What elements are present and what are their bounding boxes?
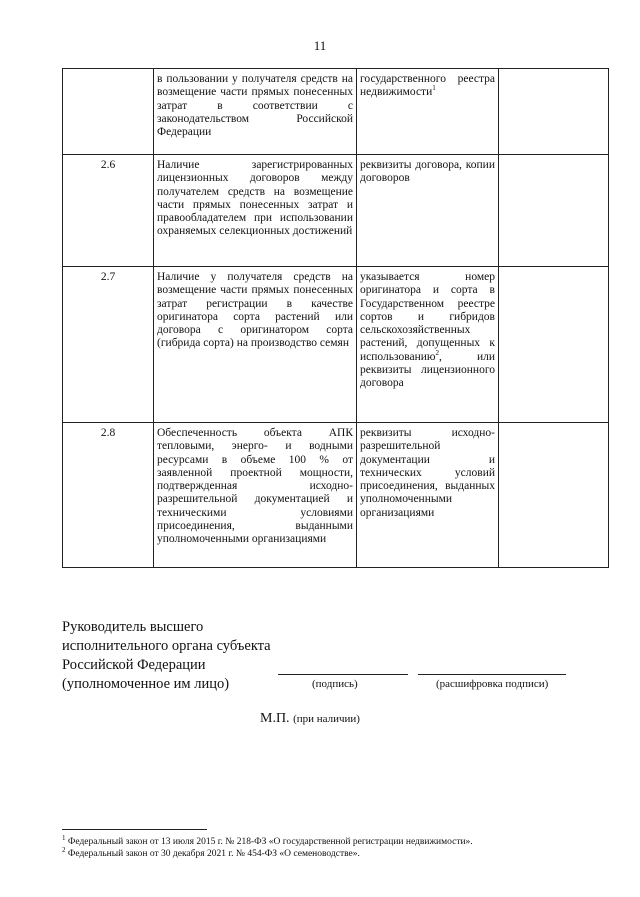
name-caption: (расшифровка подписи) (436, 678, 549, 690)
table-row (63, 423, 609, 568)
footnote-divider (62, 829, 207, 830)
footnotes (62, 833, 473, 860)
row-number: 2.7 (63, 267, 154, 423)
document-cell: реквизиты исходно-разрешительной документации и технических условий присоединения, выданных уполномоченными организациями (357, 423, 499, 568)
extra-cell (499, 155, 609, 267)
requirement-cell: в пользовании у получателя средств на возмещение части прямых понесенных затрат в соответствии с законодательством Российской Федерации (154, 69, 357, 155)
row-number: 2.8 (63, 423, 154, 568)
table-row (63, 267, 609, 423)
signature-caption: (подпись) (312, 678, 358, 690)
extra-cell (499, 423, 609, 568)
stamp-mark: М.П. (при наличии) (260, 711, 360, 726)
extra-cell (499, 69, 609, 155)
signatory-title: Руководитель высшего исполнительного органа субъекта Российской Федерации (уполномоченное им лицо) (62, 619, 271, 692)
footnote-mark: 1 (432, 84, 436, 93)
footnote: $^1$ Федеральный закон от 13 июля 2015 г. № 218-ФЗ «О государственной регистрации недвижимости». (62, 833, 473, 847)
extra-cell (499, 267, 609, 423)
table-row (63, 155, 609, 267)
name-line (418, 674, 566, 675)
footnote-mark: 2 (435, 348, 440, 357)
document-cell: указывается номер оригинатора и сорта в Государственном реестре сортов и гибридов сельскохозяйственных растений, допущенных к использованию$^2$, или реквизиты лицензионного договора (357, 267, 499, 423)
row-number: 2.6 (63, 155, 154, 267)
document-cell: государственного реестра недвижимости$^1$ (357, 69, 499, 155)
page-number: 11 (313, 38, 327, 53)
row-number (63, 69, 154, 155)
requirements-table (62, 68, 609, 568)
signature-line (278, 674, 408, 675)
document-cell: реквизиты договора, копии договоров (357, 155, 499, 267)
requirement-cell: Наличие у получателя средств на возмещение части прямых понесенных затрат регистрации в качестве оригинатора сорта растений или договора с оригинатором сорта (гибрида сорта) на производство семян (154, 267, 357, 423)
requirement-cell: Наличие зарегистрированных лицензионных договоров между получателем средств на возмещение части прямых понесенных затрат и правообладателем при использовании охраняемых селекционных достижений (154, 155, 357, 267)
footnote: $^2$ Федеральный закон от 30 декабря 2021 г. № 454-ФЗ «О семеноводстве». (62, 845, 360, 859)
requirement-cell: Обеспеченность объекта АПК тепловыми, энерго- и водными ресурсами в объеме 100 % от заявленной проектной мощности, подтвержденная исходно-разрешительной документацией и техническими условиями присоединения, выданными уполномоченными организациями (154, 423, 357, 568)
table-row (63, 69, 609, 155)
